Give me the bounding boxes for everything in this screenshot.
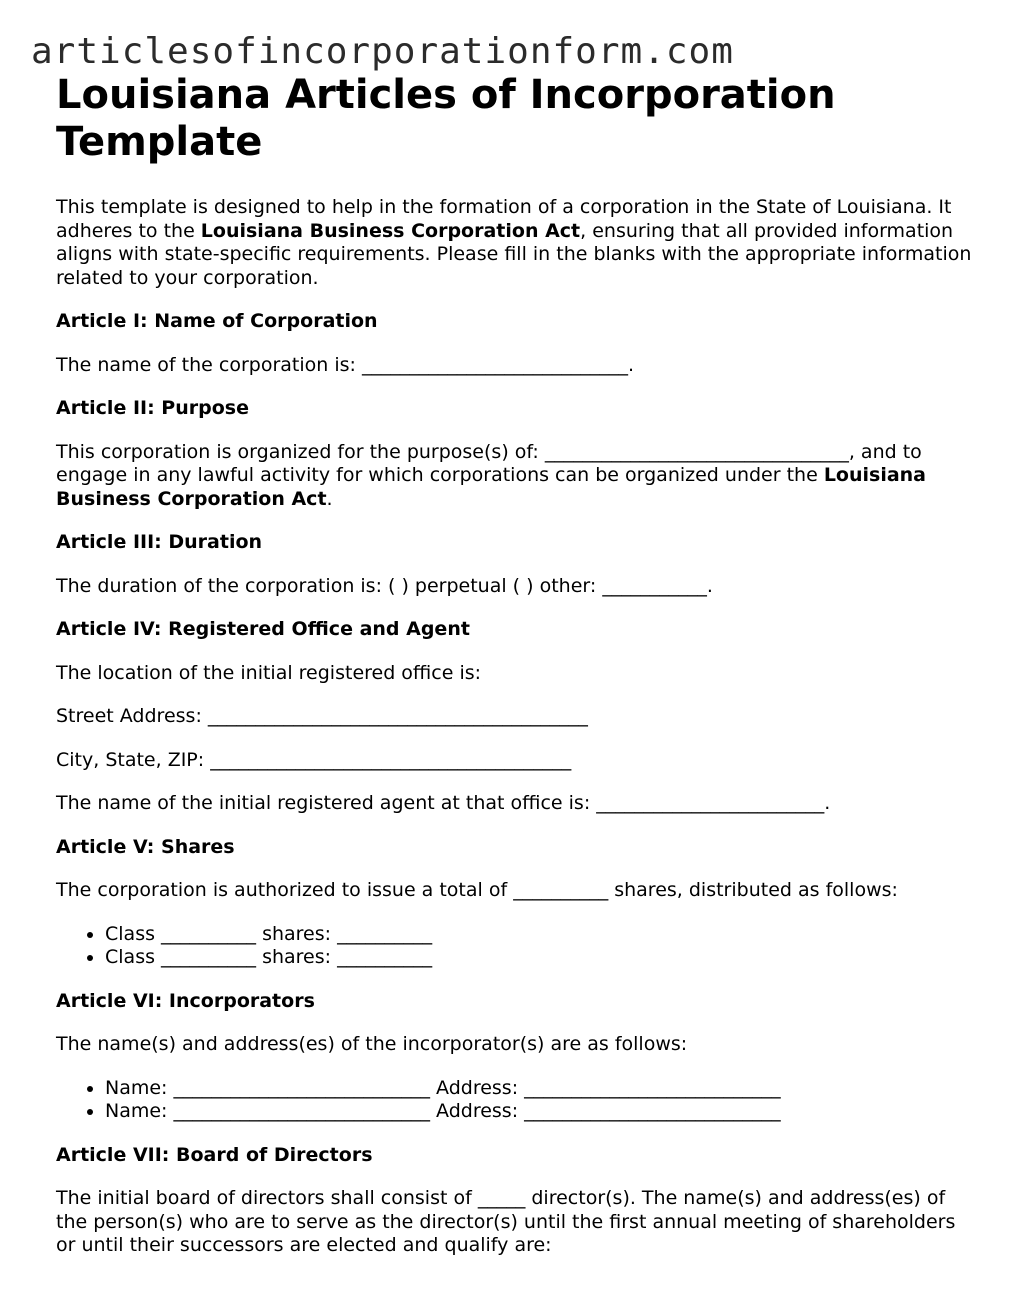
incorporators-list (56, 1077, 976, 1124)
site-watermark: articlesofincorporationform.com (31, 31, 734, 72)
article-4-agent: The name of the initial registered agent at that office is: ________________________. (56, 792, 831, 814)
page-title: Louisiana Articles of Incorporation Template (56, 72, 836, 165)
article-2-act-name: Louisiana Business Corporation Act (56, 464, 927, 510)
article-4-location: The location of the initial registered office is: (56, 661, 482, 684)
intro-text-1: This template is designed to help in the formation of a corporation in the State of Louisiana. It adheres to the (56, 196, 952, 242)
article-1-heading: Article I: Name of Corporation (56, 310, 378, 332)
article-3-text: The duration of the corporation is: ( ) perpetual ( ) other: ___________. (56, 574, 713, 597)
article-1-text: The name of the corporation is: ____________________________. (56, 353, 634, 376)
article-7-text: The initial board of directors shall consist of _____ director(s). The name(s) and address(es) of the person(s) who are to serve as the director(s) until the first annual meeting of shareholders or until their successors are elected and qualify are: (56, 1187, 956, 1256)
shares-list (56, 923, 976, 970)
list-item: • Class __________ shares: __________ (105, 946, 976, 970)
intro-paragraph (56, 196, 976, 290)
article-6-heading: Article VI: Incorporators (56, 989, 315, 1012)
intro-text-2: , ensuring that all provided information aligns with state-specific requirements. Please fill in the blanks with the appropriate information related to your corporation. (56, 219, 972, 289)
document-body (56, 72, 976, 1278)
article-4-heading: Article IV: Registered Office and Agent (56, 618, 470, 640)
article-3-heading: Article III: Duration (56, 531, 263, 553)
article-4-street: Street Address: ________________________________________ (56, 705, 588, 727)
article-2-text-2: . (326, 487, 333, 510)
article-2-text-1: This corporation is organized for the purpose(s) of: ________________________________, and to engage in any lawful activity for which corporations can be organized under the (56, 440, 922, 486)
article-5-heading: Article V: Shares (56, 835, 235, 858)
list-item: • Name: ___________________________ Address: ___________________________ (105, 1077, 976, 1101)
list-item: • Class __________ shares: __________ (105, 923, 976, 947)
article-2-heading: Article II: Purpose (56, 397, 249, 419)
article-2-paragraph (56, 441, 976, 512)
article-4-city: City, State, ZIP: ______________________________________ (56, 748, 572, 771)
article-5-text: The corporation is authorized to issue a total of __________ shares, distributed as follows: (56, 879, 898, 901)
intro-act-name: Louisiana Business Corporation Act (200, 219, 581, 242)
article-7-heading: Article VII: Board of Directors (56, 1143, 373, 1166)
list-item: • Name: ___________________________ Address: ___________________________ (105, 1100, 976, 1124)
article-6-text: The name(s) and address(es) of the incorporator(s) are as follows: (56, 1033, 688, 1055)
